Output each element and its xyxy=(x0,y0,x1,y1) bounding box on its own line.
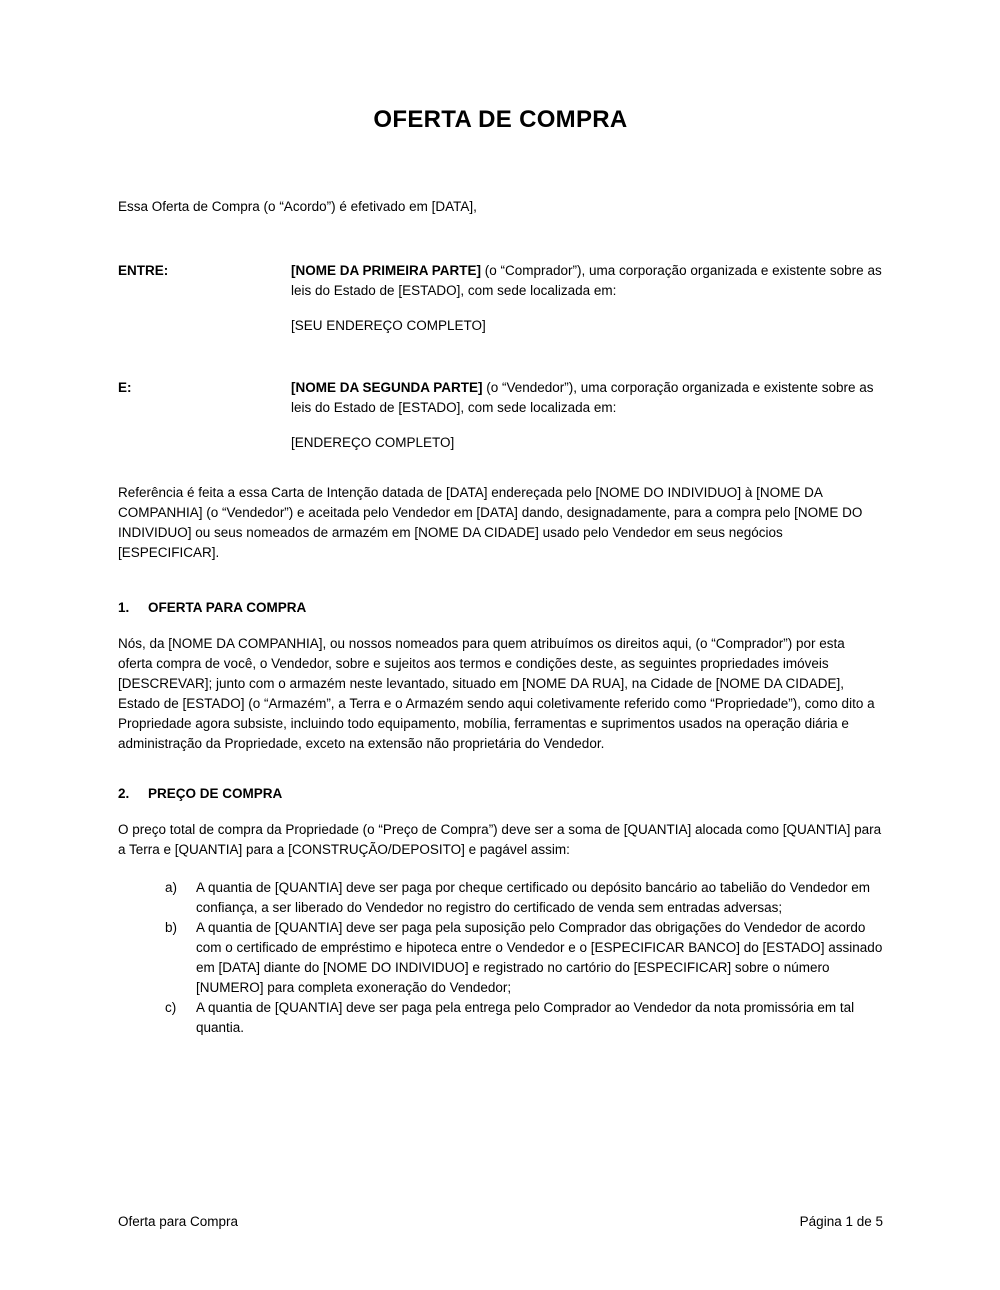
section-2-number: 2. xyxy=(118,786,130,801)
list-item-marker: c) xyxy=(165,1000,177,1015)
party-row-seller xyxy=(118,378,883,418)
page-footer xyxy=(118,1212,883,1232)
party-description-buyer xyxy=(291,261,883,301)
party-name-seller: [NOME DA SEGUNDA PARTE] xyxy=(291,380,483,395)
section-1-number: 1. xyxy=(118,600,130,615)
document-content xyxy=(0,105,1000,1038)
footer-document-name: Oferta para Compra xyxy=(118,1214,239,1229)
list-item-text: A quantia de [QUANTIA] deve ser paga por cheque certificado ou depósito bancário ao tabelião do Vendedor em confiança, a ser liberado do Vendedor no registro do certificado de venda sem entradas adversas; xyxy=(196,880,870,915)
section-1-body: Nós, da [NOME DA COMPANHIA], ou nossos nomeados para quem atribuímos os direitos aqui, (o “Comprador”) por esta oferta compra de você, o Vendedor, sobre e sujeitos aos termos e condições deste, as seguintes propriedades imóveis [DESCREVAR]; junto com o armazém neste levantado, situado em [NOME DA RUA], na Cidade de [NOME DA CIDADE], Estado de [ESTADO] (o “Armazém”, a Terra e o Armazém sendo aqui coletivamente referido como “Propriedade”), como dito a Propriedade agora subsiste, incluindo todo equipamento, mobília, ferramentas e suprimentos usados na operação diária e administração da Propriedade, exceto na extensão não proprietária do Vendedor. xyxy=(118,636,875,751)
list-item-text: A quantia de [QUANTIA] deve ser paga pela suposição pelo Comprador das obrigações do Vendedor de acordo com o certificado de empréstimo e hipoteca entre o Vendedor e o [ESPECIFICAR BANCO] do [ESTADO] assinado em [DATA] diante do [NOME DO INDIVIDUO] e registrado no cartório do [ESPECIFICAR] sobre o número [NUMERO] para completa exoneração do Vendedor; xyxy=(196,920,883,995)
party-row-buyer xyxy=(118,261,883,301)
party-name-buyer: [NOME DA PRIMEIRA PARTE] xyxy=(291,263,481,278)
party-label-e: E: xyxy=(118,380,132,395)
intro-paragraph: Essa Oferta de Compra (o “Acordo”) é efetivado em [DATA], xyxy=(118,199,477,214)
list-item-text: A quantia de [QUANTIA] deve ser paga pela entrega pelo Comprador ao Vendedor da nota promissória em tal quantia. xyxy=(196,1000,855,1035)
price-terms-list xyxy=(165,878,883,1038)
party-text-buyer: (o “Comprador”), uma corporação organizada e existente sobre as leis do Estado de [ESTADO], com sede localizada em: xyxy=(291,263,882,298)
section-2-heading xyxy=(118,784,883,804)
party-address-buyer: [SEU ENDEREÇO COMPLETO] xyxy=(291,318,486,333)
page-title: OFERTA DE COMPRA xyxy=(373,106,628,133)
party-text-seller: (o “Vendedor”), uma corporação organizada e existente sobre as leis do Estado de [ESTADO], com sede localizada em: xyxy=(291,380,874,415)
party-description-seller xyxy=(291,378,883,418)
party-label-entre: ENTRE: xyxy=(118,263,169,278)
list-item-marker: a) xyxy=(165,880,178,895)
section-1-heading xyxy=(118,598,883,618)
section-1-title: OFERTA PARA COMPRA xyxy=(148,600,307,615)
footer-page-number: Página 1 de 5 xyxy=(799,1214,883,1229)
section-2-body: O preço total de compra da Propriedade (o “Preço de Compra”) deve ser a soma de [QUANTIA] alocada como [QUANTIA] para a Terra e [QUANTIA] para a [CONSTRUÇÃO/DEPOSITO] e pagável assim: xyxy=(118,822,882,857)
list-item-marker: b) xyxy=(165,920,178,935)
list-item xyxy=(165,878,883,918)
section-2-title: PREÇO DE COMPRA xyxy=(148,786,283,801)
party-address-seller: [ENDEREÇO COMPLETO] xyxy=(291,435,455,450)
reference-paragraph: Referência é feita a essa Carta de Intenção datada de [DATA] endereçada pelo [NOME DO INDIVIDUO] à [NOME DA COMPANHIA] (o “Vendedor”) e aceitada pelo Vendedor em [DATA] dando, designadamente, para a compra pelo [NOME DO INDIVIDUO] ou seus nomeados de armazém em [NOME DA CIDADE] usado pelo Vendedor em seus negócios [ESPECIFICAR]. xyxy=(118,485,863,560)
list-item xyxy=(165,918,883,998)
list-item xyxy=(165,998,883,1038)
